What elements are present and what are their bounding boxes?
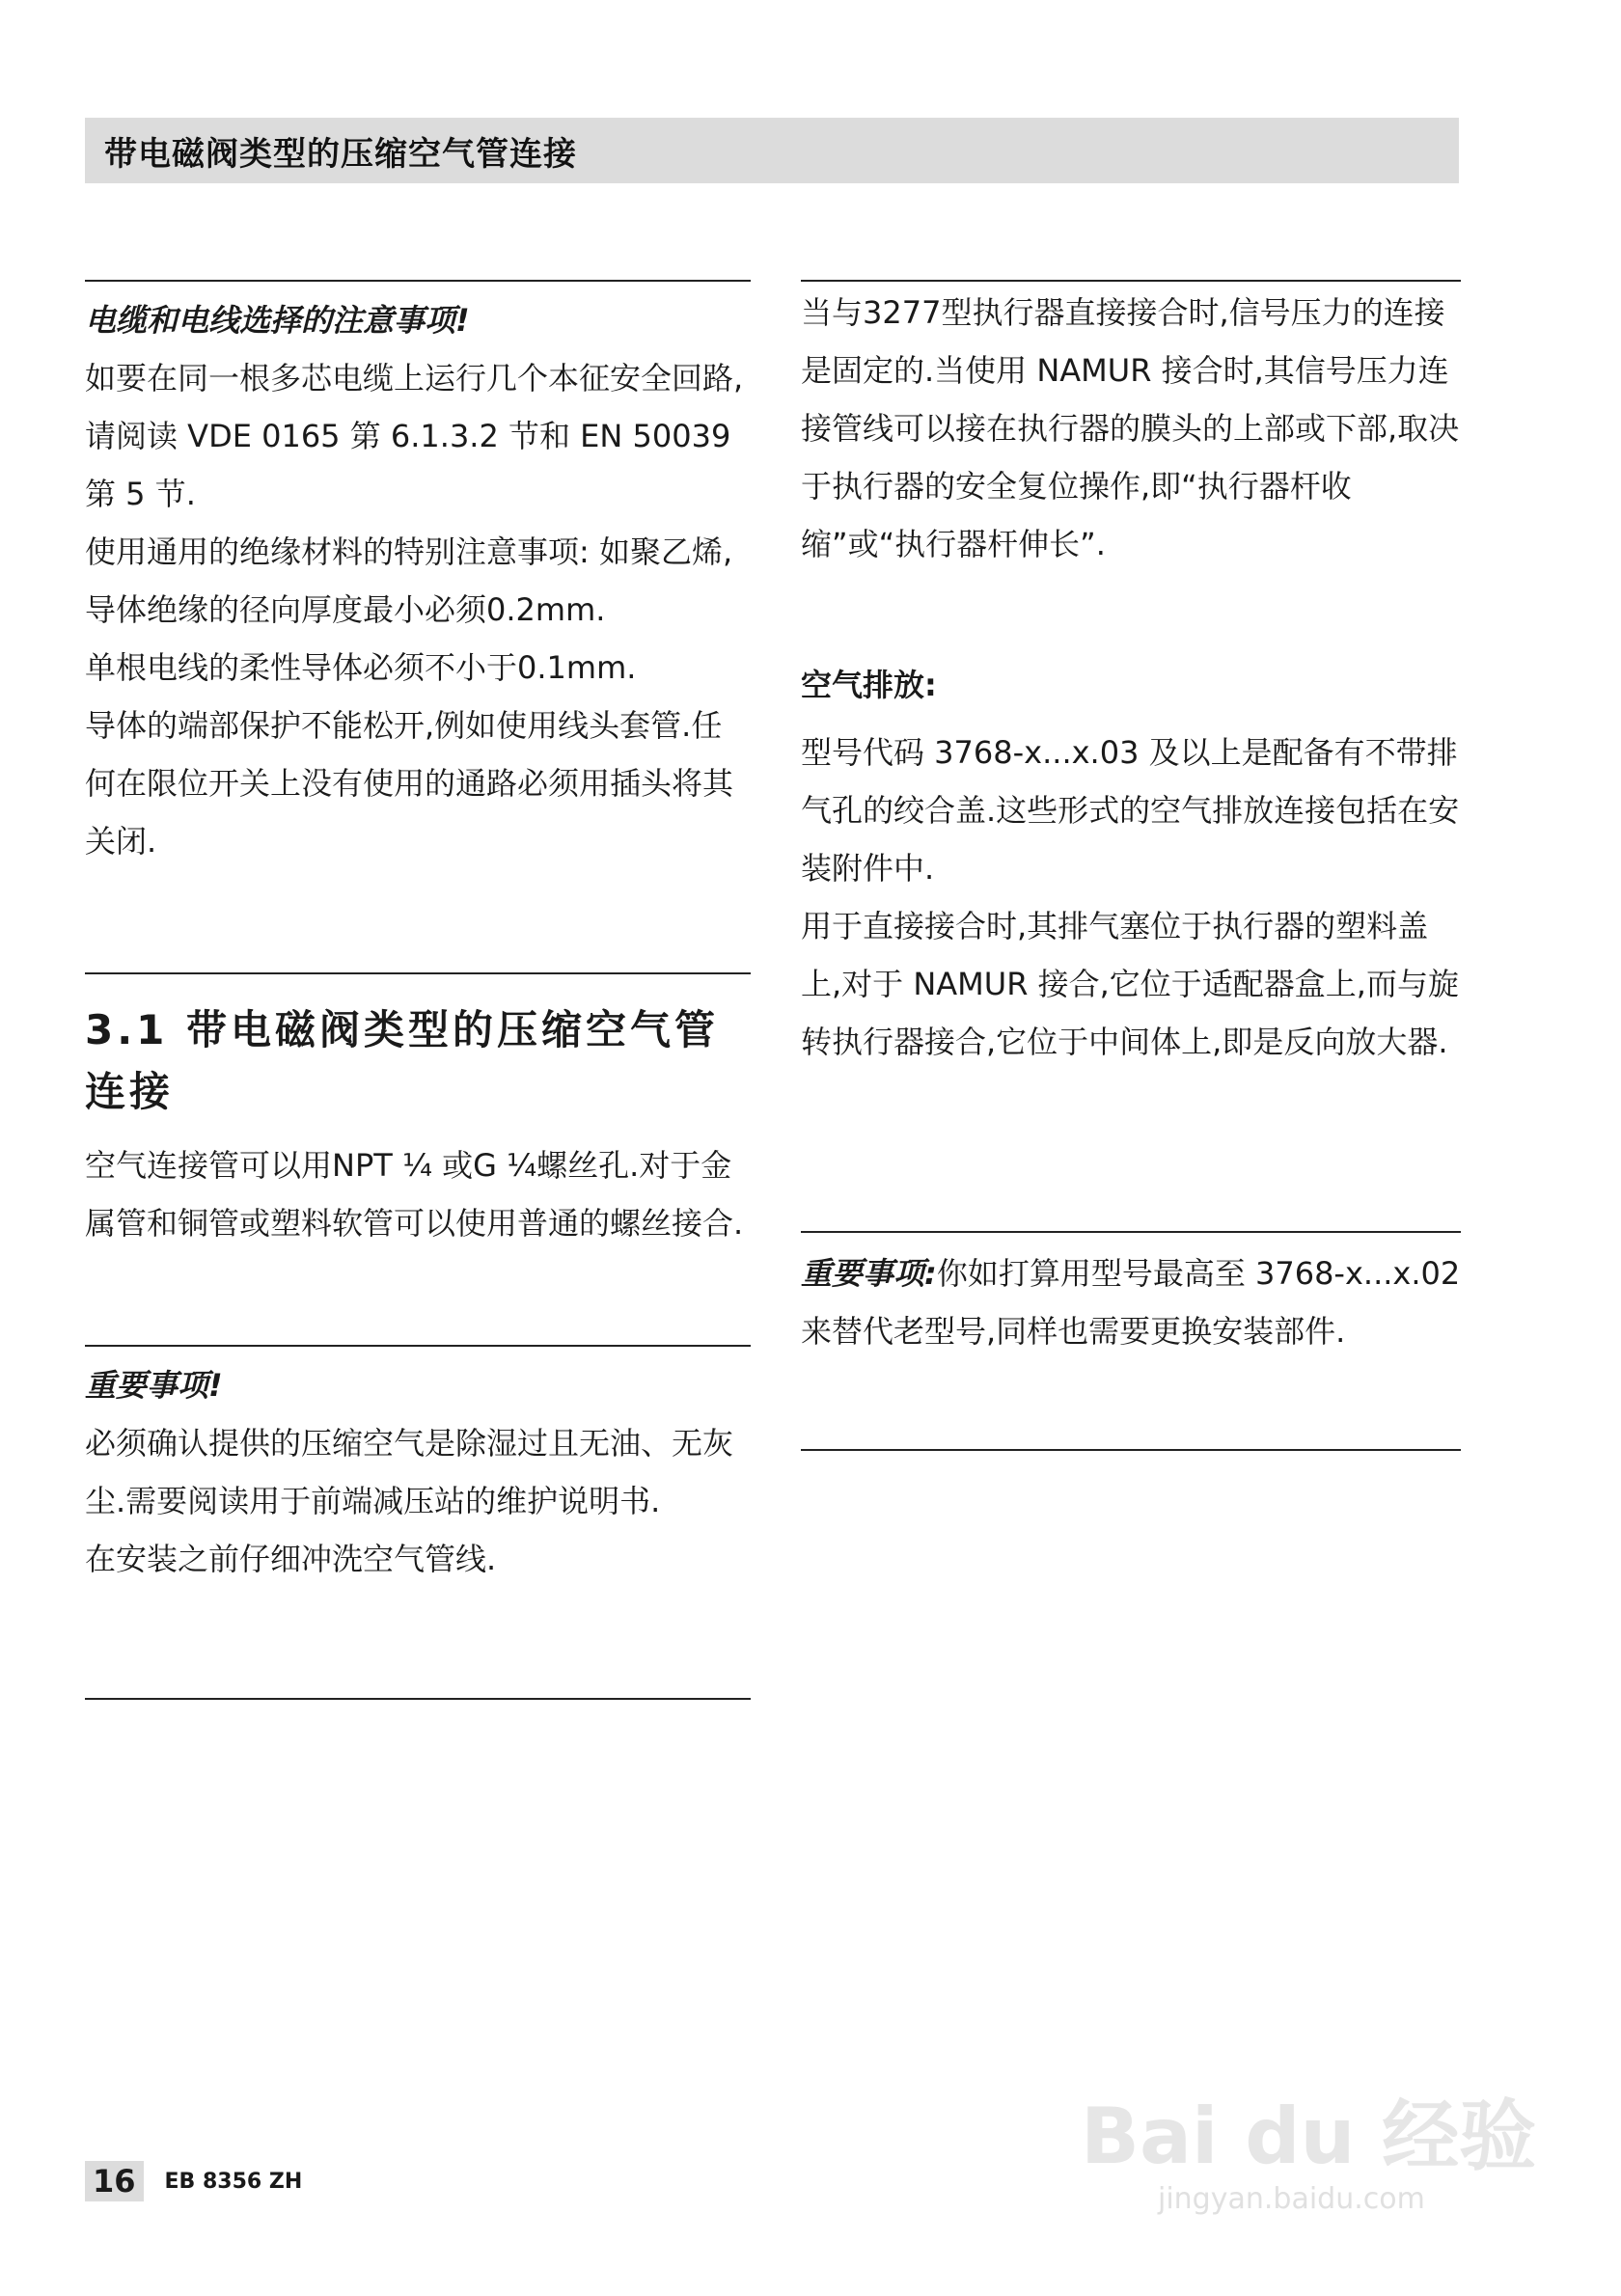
important-note — [85, 1356, 751, 1588]
important-note-text-1: 必须确认提供的压缩空气是除湿过且无油、无灰尘.需要阅读用于前端减压站的维护说明书. — [85, 1425, 734, 1519]
left-divider-4 — [85, 1698, 751, 1700]
page-header-bar — [85, 118, 1459, 183]
replacement-note-text — [801, 1244, 1461, 1360]
right-divider-2 — [801, 1231, 1461, 1233]
air-exhaust-heading: 空气排放: — [801, 667, 937, 703]
watermark-url: jingyan.baidu.com — [1158, 2182, 1425, 2216]
section-text: 空气连接管可以用NPT ¼ 或G ¼螺丝孔.对于金属管和铜管或塑料软管可以使用普通的螺丝接合. — [85, 1147, 744, 1242]
replacement-note-label: 重要事项: — [801, 1255, 937, 1292]
right-divider-1 — [801, 280, 1461, 282]
cable-note-title: 电缆和电线选择的注意事项! — [85, 302, 470, 339]
important-note-title: 重要事项! — [85, 1367, 223, 1404]
page-footer — [85, 2161, 302, 2201]
right-divider-3 — [801, 1449, 1461, 1451]
cable-note-text-2: 使用通用的绝缘材料的特别注意事项: 如聚乙烯,导体绝缘的径向厚度最小必须0.2mm. — [85, 533, 733, 628]
baidu-watermark — [1081, 2074, 1544, 2248]
signal-pressure-block — [801, 284, 1461, 573]
watermark-logo: Bai du 经验 — [1081, 2091, 1537, 2181]
left-divider-1 — [85, 280, 751, 282]
cable-note-text-4: 导体的端部保护不能松开,例如使用线头套管.任何在限位开关上没有使用的通路必须用插头将其关闭. — [85, 707, 734, 860]
left-divider-3 — [85, 1345, 751, 1347]
page-number: 16 — [85, 2161, 144, 2201]
section-heading: 3.1 带电磁阀类型的压缩空气管连接 — [85, 1006, 720, 1115]
important-note-text-2: 在安装之前仔细冲洗空气管线. — [85, 1541, 497, 1577]
air-exhaust-text-1: 型号代码 3768-x...x.03 及以上是配备有不带排气孔的绞合盖.这些形式的空气排放连接包括在安装附件中. — [801, 734, 1460, 887]
document-code: EB 8356 ZH — [164, 2169, 303, 2194]
cable-note-text-3: 单根电线的柔性导体必须不小于0.1mm. — [85, 649, 637, 686]
cable-note-text-1: 如要在同一根多芯电缆上运行几个本征安全回路,请阅读 VDE 0165 第 6.1.3.2 节和 EN 50039 第 5 节. — [85, 360, 744, 512]
signal-pressure-text: 当与3277型执行器直接接合时,信号压力的连接是固定的.当使用 NAMUR 接合时,其信号压力连接管线可以接在执行器的膜头的上部或下部,取决于执行器的安全复位操作,即“执行器杆收缩”或“执行器杆伸长”. — [801, 294, 1460, 562]
page-header-title: 带电磁阀类型的压缩空气管连接 — [104, 134, 577, 174]
air-exhaust-block — [801, 656, 1461, 1071]
left-divider-2 — [85, 972, 751, 974]
replacement-note — [801, 1244, 1461, 1360]
section-3-1 — [85, 999, 751, 1252]
cable-note — [85, 291, 751, 870]
air-exhaust-text-2: 用于直接接合时,其排气塞位于执行器的塑料盖上,对于 NAMUR 接合,它位于适配器盒上,而与旋转执行器接合,它位于中间体上,即是反向放大器. — [801, 908, 1459, 1060]
replacement-note-body: 你如打算用型号最高至 3768-x...x.02 来替代老型号,同样也需要更换安装部件. — [801, 1255, 1461, 1350]
